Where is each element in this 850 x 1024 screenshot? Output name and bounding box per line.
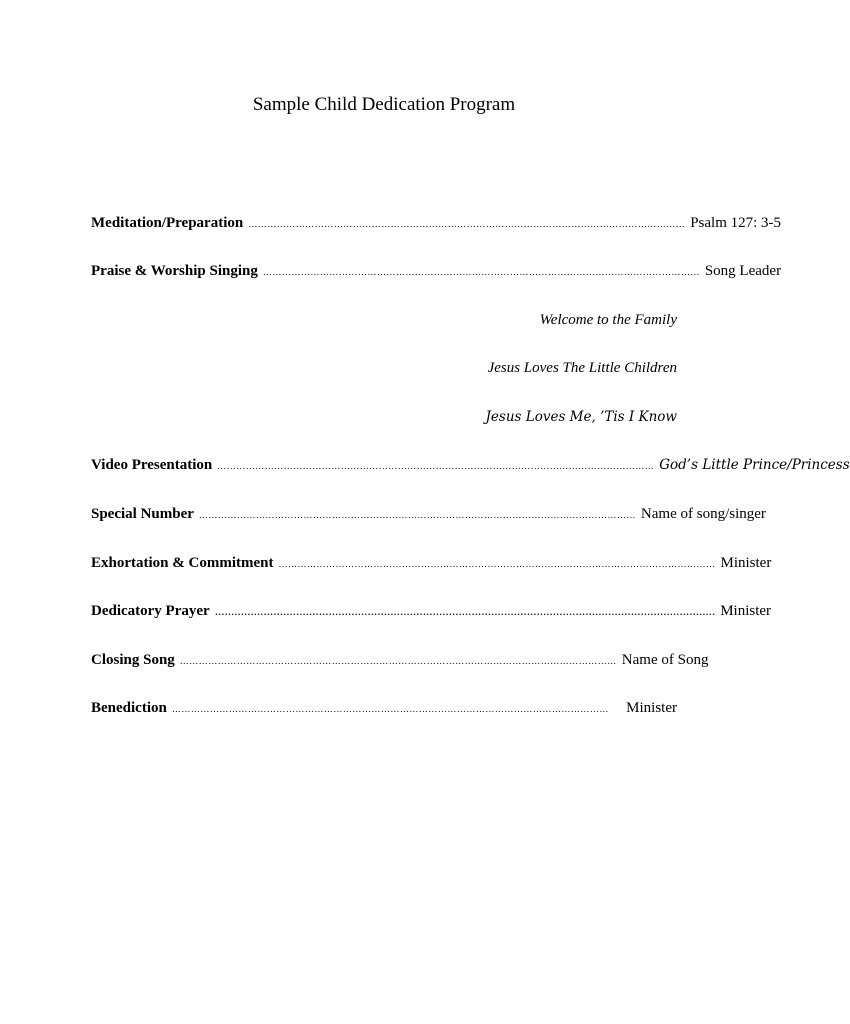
- program-item-dedicatory-prayer: [91, 601, 772, 621]
- program-item-benediction: [91, 698, 677, 718]
- program-item-closing-song: [91, 650, 709, 670]
- program-item-label: Exhortation & Commitment: [91, 555, 274, 571]
- dot-leader: …………………………………………………………………………………………………………………………: [278, 559, 716, 569]
- dot-leader: …………………………………………………………………………………………………………………………: [262, 267, 700, 277]
- program-item-value: Minister: [720, 555, 772, 571]
- program-item-value: Minister: [626, 700, 677, 716]
- program-item-label: Praise & Worship Singing: [91, 263, 258, 279]
- program-item-label: Special Number: [91, 506, 194, 522]
- page-title: Sample Child Dedication Program: [252, 94, 516, 115]
- program-item-label: Benediction: [91, 700, 167, 716]
- program-item-value: Minister: [720, 603, 772, 619]
- dot-leader: …………………………………………………………………………………………………………………………: [217, 461, 655, 471]
- program-item-label: Video Presentation: [91, 457, 213, 473]
- program-item-label: Dedicatory Prayer: [91, 603, 210, 619]
- program-item-value: Song Leader: [704, 263, 782, 279]
- program-item-label: Meditation/Preparation: [91, 215, 244, 231]
- song-title: Jesus Loves The Little Children: [487, 360, 677, 376]
- program-item-value: God’s Little Prince/Princess: [659, 457, 850, 473]
- dot-leader: …………………………………………………………………………………………………………………………: [171, 704, 609, 714]
- program-item-special-number: [91, 504, 766, 524]
- program-item-value: Psalm 127: 3-5: [690, 215, 782, 231]
- program-item-praise-worship: [91, 261, 782, 281]
- program-item-meditation: [91, 213, 782, 233]
- song-title: Jesus Loves Me, ’Tis I Know: [485, 409, 677, 425]
- program-item-exhortation-commitment: [91, 553, 772, 573]
- song-title: Welcome to the Family: [539, 312, 677, 328]
- dot-leader: …………………………………………………………………………………………………………………………: [198, 510, 636, 520]
- program-item-value: Name of Song: [621, 652, 709, 668]
- dot-leader: ..........................................................................................................................................................: [214, 603, 716, 618]
- dot-leader: …………………………………………………………………………………………………………………………: [179, 656, 617, 666]
- program-item-value: Name of song/singer: [640, 506, 766, 522]
- program-item-video-presentation: [91, 455, 850, 475]
- dot-leader: …………………………………………………………………………………………………………………………: [248, 219, 686, 229]
- program-item-label: Closing Song: [91, 652, 175, 668]
